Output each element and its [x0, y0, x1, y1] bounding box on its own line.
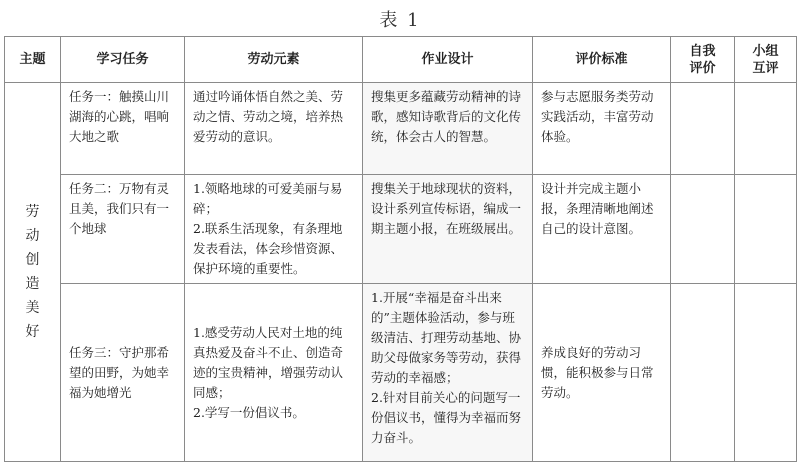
element-cell: 通过吟诵体悟自然之美、劳动之情、劳动之境，培养热爱劳动的意识。	[185, 83, 363, 175]
element-cell: 1.感受劳动人民对土地的纯真热爱及奋斗不止、创造奇迹的宝贵精神，增强劳动认同感； 2.学写一份倡议书。	[185, 284, 363, 462]
table-caption: 表 1	[379, 10, 421, 31]
theme-cell	[5, 83, 61, 462]
group-eval-cell[interactable]	[735, 83, 797, 175]
header-row	[5, 37, 797, 83]
element-cell: 1.领略地球的可爱美丽与易碎； 2.联系生活现象，有条理地发表看法，体会珍惜资源、保护环境的重要性。	[185, 175, 363, 284]
header-element: 劳动元素	[185, 37, 363, 83]
task-cell: 任务一：触摸山川湖海的心跳，唱响大地之歌	[61, 83, 185, 175]
lesson-table	[4, 36, 797, 462]
self-eval-cell[interactable]	[671, 175, 735, 284]
header-self-eval: 自我 评价	[671, 37, 735, 83]
table-row	[5, 175, 797, 284]
criteria-cell: 设计并完成主题小报，条理清晰地阐述自己的设计意图。	[533, 175, 671, 284]
self-eval-cell[interactable]	[671, 83, 735, 175]
task-cell: 任务二：万物有灵且美，我们只有一个地球	[61, 175, 185, 284]
criteria-cell: 参与志愿服务类劳动实践活动，丰富劳动体验。	[533, 83, 671, 175]
criteria-cell: 养成良好的劳动习惯，能积极参与日常劳动。	[533, 284, 671, 462]
group-eval-cell[interactable]	[735, 284, 797, 462]
table-row	[5, 284, 797, 462]
self-eval-cell[interactable]	[671, 284, 735, 462]
header-criteria: 评价标准	[533, 37, 671, 83]
homework-cell: 搜集更多蕴藏劳动精神的诗歌，感知诗歌背后的文化传统，体会古人的智慧。	[363, 83, 533, 175]
header-task: 学习任务	[61, 37, 185, 83]
table-row	[5, 83, 797, 175]
homework-cell: 1.开展“幸福是奋斗出来的”主题体验活动，参与班级清洁、打理劳动基地、协助父母做家务等劳动，获得劳动的幸福感； 2.针对目前关心的问题写一份倡议书，懂得为幸福而努力奋斗。	[363, 284, 533, 462]
header-theme: 主题	[5, 37, 61, 83]
homework-cell: 搜集关于地球现状的资料，设计系列宣传标语，编成一期主题小报，在班级展出。	[363, 175, 533, 284]
header-group-eval: 小组 互评	[735, 37, 797, 83]
task-cell: 任务三：守护那希望的田野，为她幸福为她增光	[61, 284, 185, 462]
header-homework: 作业设计	[363, 37, 533, 83]
theme-label: 劳动创造美好	[25, 204, 40, 340]
group-eval-cell[interactable]	[735, 175, 797, 284]
